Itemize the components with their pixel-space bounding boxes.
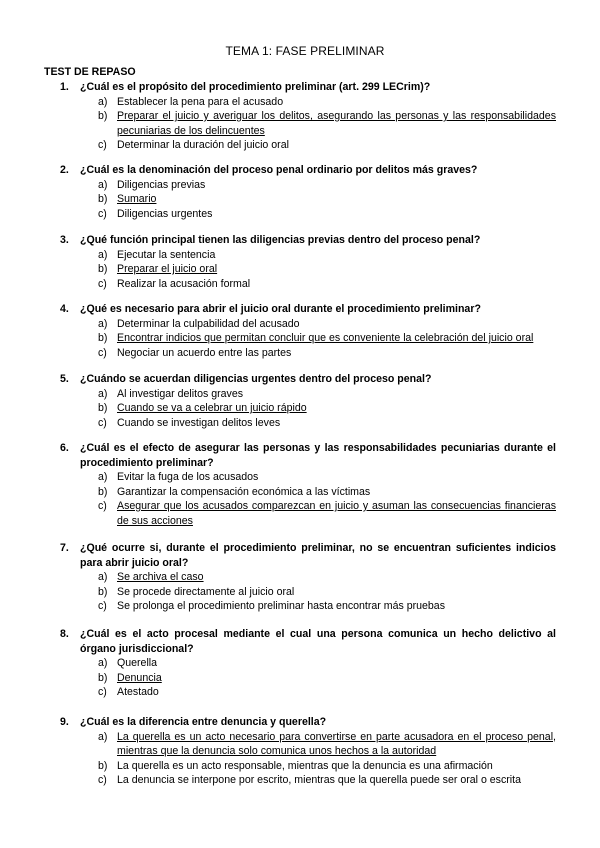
question-text: ¿Cuál es la diferencia entre denuncia y querella? [80,716,327,728]
option [60,773,556,788]
option-letter: a) [98,571,108,583]
option [60,485,556,500]
option-text: Se prolonga el procedimiento preliminar hasta encontrar más pruebas [117,600,445,612]
option-text: La denuncia se interpone por escrito, mientras que la querella puede ser oral o escrita [117,774,521,786]
question-heading [60,715,556,730]
option-letter: b) [98,110,108,122]
option-list [60,95,556,153]
question-7 [60,541,556,614]
option-correct [60,109,556,138]
option-text: Querella [117,657,158,669]
option [60,207,556,222]
option [60,585,556,600]
option-list [60,470,556,528]
option [60,470,556,485]
option [60,599,556,614]
question-number: 6. [60,442,69,454]
question-number: 3. [60,234,69,246]
question-heading [60,627,556,656]
option-letter: c) [98,686,107,698]
option-text: Asegurar que los acusados comparezcan en juicio y asuman las consecuencias financieras de sus acciones [117,500,556,527]
option-list [60,730,556,788]
option-text: Garantizar la compensación económica a las víctimas [117,485,371,498]
option-letter: a) [98,178,108,191]
page-title: TEMA 1: FASE PRELIMINAR [225,44,385,58]
option-correct [60,401,556,416]
option-text: Diligencias urgentes [117,207,213,220]
option [60,346,556,361]
option-letter: c) [98,139,107,151]
option [60,387,556,402]
option-letter: c) [98,346,107,359]
option-letter: a) [98,95,108,108]
option-text: La querella es un acto responsable, mientras que la denuncia es una afirmación [117,759,493,772]
question-number: 1. [60,81,69,93]
question-number: 9. [60,716,69,728]
option-text: Evitar la fuga de los acusados [117,471,259,483]
question-4 [60,302,556,360]
option-letter: b) [98,193,108,205]
option-text: Atestado [117,686,159,698]
question-text: ¿Cuál es el propósito del procedimiento preliminar (art. 299 LECrim)? [80,81,431,93]
option-list [60,656,556,700]
section-heading: TEST DE REPASO [44,66,136,78]
option-correct [60,262,556,277]
option-letter: b) [98,485,108,498]
option-text: Denuncia [117,671,162,684]
option-text: Al investigar delitos graves [117,387,244,400]
option [60,656,556,671]
option-text: Se archiva el caso [117,571,204,583]
option-text: Sumario [117,193,157,205]
option-letter: a) [98,387,108,400]
option-correct [60,671,556,686]
question-2 [60,163,556,221]
option-text: Encontrar indicios que permitan concluir que es conveniente la celebración del juicio oral [117,332,534,344]
question-heading [60,302,556,317]
option-list [60,178,556,222]
option [60,685,556,700]
question-number: 4. [60,303,69,315]
option-letter: b) [98,402,108,414]
option-letter: a) [98,730,108,743]
question-text: ¿Qué función principal tienen las diligencias previas dentro del proceso penal? [80,234,481,246]
option-letter: a) [98,317,108,330]
question-number: 5. [60,373,69,385]
option-letter: b) [98,332,108,344]
question-heading [60,372,556,387]
option-correct [60,192,556,207]
question-text: ¿Qué ocurre si, durante el procedimiento preliminar, no se encuentran suficientes indicios para abrir juicio oral? [80,542,556,569]
question-1 [60,80,556,153]
option-text: Preparar el juicio y averiguar los delitos, asegurando las personas y las responsabilidades pecuniarias de los delincuentes [117,110,556,137]
option-text: Realizar la acusación formal [117,277,251,290]
question-text: ¿Cuándo se acuerdan diligencias urgentes dentro del proceso penal? [80,373,432,385]
option-text: Se procede directamente al juicio oral [117,585,295,598]
option [60,178,556,193]
option-text: Cuando se investigan delitos leves [117,416,281,429]
question-heading [60,80,556,95]
question-number: 7. [60,542,69,554]
question-heading [60,163,556,178]
option-letter: c) [98,277,107,290]
option-correct [60,331,556,346]
option [60,759,556,774]
option-correct [60,499,556,528]
question-9 [60,715,556,788]
option-text: Negociar un acuerdo entre las partes [117,346,292,359]
option-text: Determinar la duración del juicio oral [117,139,289,151]
option-text: La querella es un acto necesario para convertirse en parte acusadora en el proceso penal, mientras que la denuncia solo comunica unos hechos a la autoridad [117,730,556,757]
question-8 [60,627,556,700]
question-text: ¿Cuál es el efecto de asegurar las personas y las responsabilidades pecuniarias durante el procedimiento preliminar? [80,442,556,469]
question-text: ¿Cuál es el acto procesal mediante el cual una persona comunica un hecho delictivo al órgano jurisdiccional? [80,628,556,655]
question-number: 8. [60,628,69,640]
question-heading [60,541,556,570]
option-letter: b) [98,263,108,275]
option-letter: a) [98,471,108,483]
question-text: ¿Cuál es la denominación del proceso penal ordinario por delitos más graves? [80,164,478,176]
question-3 [60,233,556,291]
option-letter: c) [98,416,107,429]
option-letter: b) [98,671,108,684]
option [60,317,556,332]
option-correct [60,730,556,759]
option-letter: b) [98,759,108,772]
option-text: Cuando se va a celebrar un juicio rápido [117,402,307,414]
option [60,277,556,292]
option-list [60,248,556,292]
option-letter: c) [98,774,107,786]
option [60,138,556,153]
option-list [60,570,556,614]
option [60,95,556,110]
question-5 [60,372,556,430]
question-6 [60,441,556,528]
option-correct [60,570,556,585]
option [60,248,556,263]
option-letter: c) [98,207,107,220]
option-letter: a) [98,248,108,261]
option-letter: b) [98,585,108,598]
option-letter: c) [98,600,107,612]
option-text: Diligencias previas [117,178,206,191]
question-heading [60,233,556,248]
option-text: Preparar el juicio oral [117,263,218,275]
option-list [60,317,556,361]
option-letter: a) [98,657,108,669]
question-text: ¿Qué es necesario para abrir el juicio oral durante el procedimiento preliminar? [80,303,481,315]
option-text: Determinar la culpabilidad del acusado [117,317,300,330]
question-heading [60,441,556,470]
option-list [60,387,556,431]
option-letter: c) [98,500,107,512]
option-text: Ejecutar la sentencia [117,248,216,261]
question-number: 2. [60,164,69,176]
option [60,416,556,431]
option-text: Establecer la pena para el acusado [117,95,284,108]
